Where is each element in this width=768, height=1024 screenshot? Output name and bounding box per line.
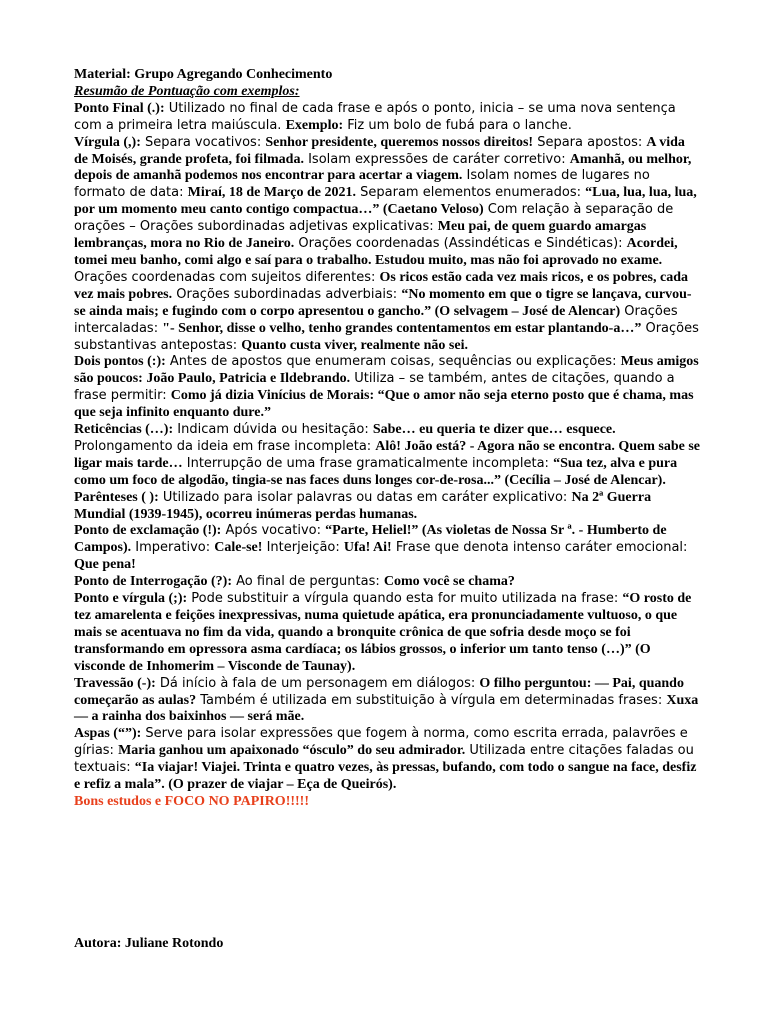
entry-label: Parênteses ( ): bbox=[74, 489, 159, 505]
entry-label: Dois pontos (:): bbox=[74, 354, 166, 370]
entry-example: Cale-se! bbox=[214, 540, 263, 556]
entry-text: Separa vocativos: bbox=[140, 134, 266, 150]
punctuation-entry bbox=[74, 574, 702, 591]
entry-label: Ponto de exclamação (!): bbox=[74, 523, 222, 539]
entry-example: “No momento em que o tigre se lançava, curvou-se ainda mais; e fugindo com o corpo apresentou o gancho.” (O selvagem – José de Alencar) bbox=[74, 286, 692, 319]
entry-text: Também é utilizada em substituição à vírgula em determinadas frases: bbox=[196, 692, 667, 708]
entry-example: Meu pai, de quem guardo amargas lembranças, mora no Rio de Janeiro. bbox=[74, 219, 647, 252]
entry-example: “O rosto de tez amarelenta e feições inexpressivas, numa quietude apática, era pronunciadamente vultuoso, o que mais se acentuava no fim da vida, quando a bronquite crônica de que sofria desde moço se foi transformando em opressora asma cardíaca; os lábios grossos, o inferior um tanto tenso (…)” (O visconde de Inhomerim – Visconde de Taunay). bbox=[74, 591, 692, 674]
entry-example: Xuxa — a rainha dos baixinhos — será mãe. bbox=[74, 692, 699, 725]
entry-text: Ao final de perguntas: bbox=[232, 574, 384, 590]
entry-text: Com relação à separação de orações – Orações subordinadas adjetivas explicativas: bbox=[74, 202, 674, 235]
entry-text: Orações substantivas antepostas: bbox=[74, 320, 699, 353]
entry-text: Separa apostos: bbox=[533, 134, 647, 150]
entry-text: Separam elementos enumerados: bbox=[356, 185, 586, 201]
entry-label: Ponto de Interrogação (?): bbox=[74, 574, 232, 590]
entry-label: Ponto e vírgula (;): bbox=[74, 591, 188, 607]
entry-text: Orações subordinadas adverbiais: bbox=[172, 286, 402, 302]
punctuation-entry bbox=[74, 135, 702, 355]
entry-text: Orações intercaladas: bbox=[74, 303, 678, 336]
entry-label: Reticências (…): bbox=[74, 422, 174, 438]
entry-text: Fiz um bolo de fubá para o lanche. bbox=[343, 117, 572, 133]
entry-label: Vírgula (,): bbox=[74, 134, 141, 150]
entry-example: A vida de Moisés, grande profeta, foi filmada. bbox=[74, 134, 685, 167]
closing-message: Bons estudos e FOCO NO PAPIRO!!!!! bbox=[74, 793, 310, 809]
punctuation-entry bbox=[74, 354, 702, 422]
entry-example: “Sua tez, alva e pura como um foco de algodão, tingia-se nas faces duns longes cor-de-rosa...” (Cecília – José de Alencar). bbox=[74, 455, 678, 488]
document-page bbox=[74, 67, 702, 951]
document-header: Material: Grupo Agregando Conhecimento bbox=[74, 67, 333, 82]
entry-example: Ufa! Ai! bbox=[343, 540, 392, 556]
punctuation-entry bbox=[74, 676, 702, 727]
entry-text: Antes de apostos que enumeram coisas, sequências ou explicações: bbox=[165, 354, 621, 370]
entry-text: Utilizado para isolar palavras ou datas em caráter explicativo: bbox=[158, 489, 572, 505]
entry-text: Isolam nomes de lugares no formato de data: bbox=[74, 168, 650, 201]
entry-label: Travessão (-): bbox=[74, 675, 156, 691]
entry-example: "- Senhor, disse o velho, tenho grandes contentamentos em estar plantando-a…” bbox=[162, 320, 642, 336]
document-subtitle: Resumão de Pontuação com exemplos: bbox=[74, 83, 300, 99]
punctuation-entry bbox=[74, 490, 702, 524]
entry-example: Que pena! bbox=[74, 557, 136, 573]
entry-text: Utilizado no final de cada frase e após o ponto, inicia – se uma nova sentença com a primeira letra maiúscula. bbox=[74, 100, 676, 133]
entry-text: Utilizada entre citações faladas ou textuais: bbox=[74, 743, 694, 776]
entry-example: Alô! João está? - Agora não se encontra. Quem sabe se ligar mais tarde… bbox=[74, 438, 700, 471]
entry-example: Sabe… eu queria te dizer que… esquece. bbox=[372, 422, 616, 438]
entry-text: Serve para isolar expressões que fogem à norma, como escrita errada, palavrões e gírias: bbox=[74, 726, 688, 759]
entry-text: Orações coordenadas com sujeitos diferentes: bbox=[74, 269, 380, 285]
entry-example: “Ia viajar! Viajei. Trinta e quatro vezes, às pressas, bufando, com todo o sangue na face, desfiz e refiz a mala”. (O prazer de viajar – Eça de Queirós). bbox=[74, 760, 697, 793]
entry-example: Quanto custa viver, realmente não sei. bbox=[241, 337, 468, 353]
entry-example: O filho perguntou: — Pai, quando começarão as aulas? bbox=[74, 675, 684, 708]
entry-text: Imperativo: bbox=[131, 540, 215, 556]
entry-label: Ponto Final (.): bbox=[74, 100, 165, 116]
entry-example: Acordei, tomei meu banho, comi algo e saí para o trabalho. Estudou muito, mas não foi aprovado no exame. bbox=[74, 236, 678, 268]
entry-example: “Lua, lua, lua, lua, por um momento meu canto contigo compactua…” (Caetano Veloso) bbox=[74, 185, 697, 218]
entry-example: Na 2ª Guerra Mundial (1939-1945), ocorreu inúmeras perdas humanas. bbox=[74, 489, 652, 522]
punctuation-entry bbox=[74, 726, 702, 794]
entry-example: Exemplo: bbox=[285, 117, 344, 133]
entry-example: Amanhã, ou melhor, depois de amanhã podemos nos encontrar para acertar a viagem. bbox=[74, 151, 692, 184]
punctuation-entries bbox=[74, 101, 702, 794]
entry-text: Pode substituir a vírgula quando esta for muito utilizada na frase: bbox=[187, 591, 623, 607]
entry-text: Frase que denota intenso caráter emocional: bbox=[391, 540, 688, 556]
entry-label: Aspas (“”): bbox=[74, 726, 142, 742]
entry-text: Dá início à fala de um personagem em diálogos: bbox=[155, 675, 480, 691]
entry-example: Meus amigos são poucos: João Paulo, Patricia e Ildebrando. bbox=[74, 354, 699, 387]
entry-example: Como você se chama? bbox=[383, 574, 515, 590]
entry-example: Maria ganhou um apaixonado “ósculo” do seu admirador. bbox=[118, 743, 466, 759]
entry-text: Prolongamento da ideia em frase incompleta: bbox=[74, 438, 376, 454]
punctuation-entry bbox=[74, 591, 702, 676]
entry-text: Orações coordenadas (Assindéticas e Sindéticas): bbox=[294, 236, 627, 252]
punctuation-entry bbox=[74, 101, 702, 135]
entry-example: “Parte, Heliel!” (As violetas de Nossa Sr ª. - Humberto de Campos). bbox=[74, 523, 667, 556]
entry-text: Interrupção de uma frase gramaticalmente incompleta: bbox=[182, 455, 554, 471]
entry-example: Os ricos estão cada vez mais ricos, e os pobres, cada vez mais pobres. bbox=[74, 269, 688, 302]
punctuation-entry bbox=[74, 523, 702, 574]
entry-text: Interjeição: bbox=[262, 540, 344, 556]
entry-text: Utiliza – se também, antes de citações, quando a frase permitir: bbox=[74, 371, 675, 404]
punctuation-entry bbox=[74, 422, 702, 490]
entry-example: Como já dizia Vinícius de Morais: “Que o amor não seja eterno posto que é chama, mas que seja infinito enquanto dure.” bbox=[74, 388, 694, 421]
author-line: Autora: Juliane Rotondo bbox=[74, 936, 224, 951]
entry-text: Isolam expressões de caráter corretivo: bbox=[303, 151, 570, 167]
entry-text: Após vocativo: bbox=[221, 523, 326, 539]
entry-example: Miraí, 18 de Março de 2021. bbox=[187, 185, 356, 201]
entry-text: Indicam dúvida ou hesitação: bbox=[173, 422, 373, 438]
entry-example: Senhor presidente, queremos nossos direitos! bbox=[265, 134, 534, 150]
